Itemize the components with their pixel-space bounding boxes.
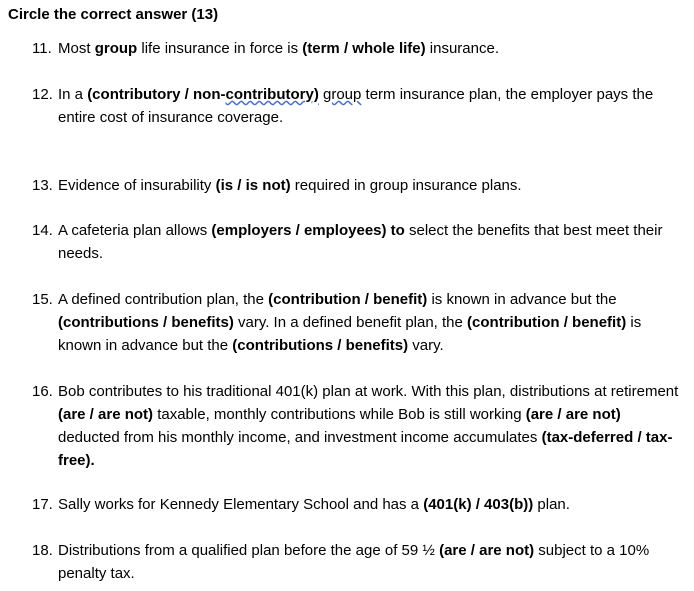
question-15 [32, 288, 682, 357]
question-segment: select the benefits that best meet their needs. [58, 222, 663, 262]
question-number: 16. [32, 383, 53, 400]
answer-choice: (contributions / benefits) [232, 337, 409, 354]
answer-choice: (are / are not) [525, 406, 621, 423]
question-text [58, 539, 682, 585]
question-18 [32, 539, 682, 585]
question-segment: Distributions from a qualified plan before the age of 59 ½ [58, 542, 440, 559]
question-segment: plan. [533, 496, 570, 513]
question-text [58, 288, 682, 357]
question-number: 15. [32, 291, 53, 308]
question-segment: Evidence of insurability [58, 177, 216, 194]
answer-choice: (tax-deferred / tax-free). [58, 429, 673, 469]
question-text [58, 174, 682, 197]
question-text [58, 83, 682, 129]
answer-choice: (contributory / non- [87, 86, 226, 103]
question-number: 11. [32, 40, 52, 57]
question-segment: term insurance plan, the employer pays the entire cost of insurance coverage. [58, 86, 654, 126]
answer-choice: (contribution / benefit) [467, 314, 627, 331]
answer-choice: (contribution / benefit) [268, 291, 428, 308]
question-text [58, 493, 682, 516]
question-segment: taxable, monthly contributions while Bob is still working [153, 406, 526, 423]
question-segment: In a [58, 86, 88, 103]
question-text [58, 37, 682, 60]
question-number: 13. [32, 177, 53, 194]
question-segment: insurance. [425, 40, 499, 57]
question-segment: group [323, 86, 362, 103]
question-segment: Most [58, 40, 95, 57]
question-segment: is known in advance but the [427, 291, 617, 308]
answer-choice: contributory) [225, 86, 319, 103]
question-segment: A defined contribution plan, the [58, 291, 269, 308]
question-17 [32, 493, 682, 516]
answer-choice: (term / whole life) [302, 40, 426, 57]
answer-choice: (are / are not) [58, 406, 154, 423]
question-number: 17. [32, 496, 53, 513]
page-heading: Circle the correct answer (13) [8, 6, 219, 23]
question-segment: Sally works for Kennedy Elementary School and has a [58, 496, 424, 513]
answer-choice: (employers / employees) to [211, 222, 405, 239]
question-11 [32, 37, 682, 60]
answer-choice: (is / is not) [215, 177, 291, 194]
question-segment: is known in advance but the [58, 314, 642, 354]
question-number: 18. [32, 542, 53, 559]
question-segment: required in group insurance plans. [290, 177, 522, 194]
question-number: 12. [32, 86, 53, 103]
question-13 [32, 174, 682, 197]
question-segment: deducted from his monthly income, and investment income accumulates [58, 429, 542, 446]
answer-choice: (are / are not) [439, 542, 535, 559]
question-segment: Bob contributes to his traditional 401(k) plan at work. With this plan, distributions at retirement [58, 383, 679, 400]
question-segment: A cafeteria plan allows [58, 222, 212, 239]
answer-choice: group [94, 40, 138, 57]
question-segment: vary. In a defined benefit plan, the [233, 314, 468, 331]
question-number: 14. [32, 222, 53, 239]
question-text [58, 380, 682, 472]
question-segment: vary. [408, 337, 444, 354]
question-segment: subject to a 10% penalty tax. [58, 542, 650, 582]
question-segment: life insurance in force is [137, 40, 303, 57]
question-text [58, 219, 682, 265]
question-16 [32, 380, 682, 472]
answer-choice: (contributions / benefits) [58, 314, 234, 331]
answer-choice: (401(k) / 403(b)) [423, 496, 534, 513]
question-14 [32, 219, 682, 265]
question-12 [32, 83, 682, 129]
